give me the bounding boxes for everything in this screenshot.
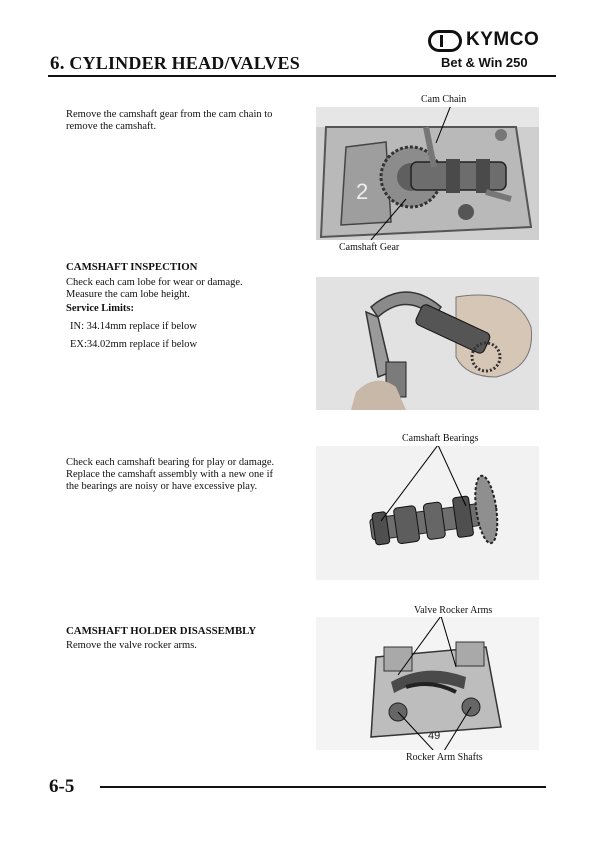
camshaft-inspection-heading: CAMSHAFT INSPECTION bbox=[66, 261, 198, 273]
svg-text:2: 2 bbox=[356, 179, 369, 204]
chapter-title-text: CYLINDER HEAD/VALVES bbox=[69, 53, 300, 73]
service-limits-title: Service Limits: bbox=[66, 303, 134, 314]
caption-camshaft-gear: Camshaft Gear bbox=[339, 242, 400, 253]
holder-disassembly-heading: CAMSHAFT HOLDER DISASSEMBLY bbox=[66, 625, 257, 637]
chapter-title bbox=[50, 53, 300, 75]
svg-text:49: 49 bbox=[428, 730, 441, 742]
service-limit-ex: EX:34.02mm replace if below bbox=[70, 339, 198, 350]
caption-valve-rocker-arms: Valve Rocker Arms bbox=[414, 605, 493, 616]
kymco-logo-mark bbox=[428, 30, 462, 52]
footer-rule bbox=[100, 786, 546, 788]
photo-micrometer-measurement bbox=[316, 277, 539, 410]
camshaft-removal-text: Remove the camshaft gear from the cam chain to remove the camshaft. bbox=[66, 109, 273, 132]
brand-name: KYMCO bbox=[466, 29, 540, 50]
photo-camshaft-holder bbox=[316, 617, 539, 750]
caption-rocker-arm-shafts: Rocker Arm Shafts bbox=[406, 752, 483, 763]
model-name: Bet & Win 250 bbox=[441, 55, 528, 70]
caption-cam-chain: Cam Chain bbox=[421, 94, 467, 105]
header-rule bbox=[48, 75, 556, 77]
page-number: 6-5 bbox=[49, 776, 75, 797]
caption-camshaft-bearings: Camshaft Bearings bbox=[402, 433, 479, 444]
camshaft-inspection-text: Check each cam lobe for wear or damage. Measure the cam lobe height. bbox=[66, 277, 243, 300]
photo-camshaft-bearings bbox=[316, 446, 539, 580]
photo-camshaft-gear bbox=[316, 107, 539, 240]
service-limit-in: IN: 34.14mm replace if below bbox=[70, 321, 197, 332]
holder-disassembly-text: Remove the valve rocker arms. bbox=[66, 640, 197, 651]
chapter-number: 6. bbox=[50, 53, 65, 74]
bearing-inspection-text: Check each camshaft bearing for play or damage. Replace the camshaft assembly with a new one if the bearings are noisy or have excessive play. bbox=[66, 457, 275, 492]
kymco-logo bbox=[428, 30, 550, 52]
